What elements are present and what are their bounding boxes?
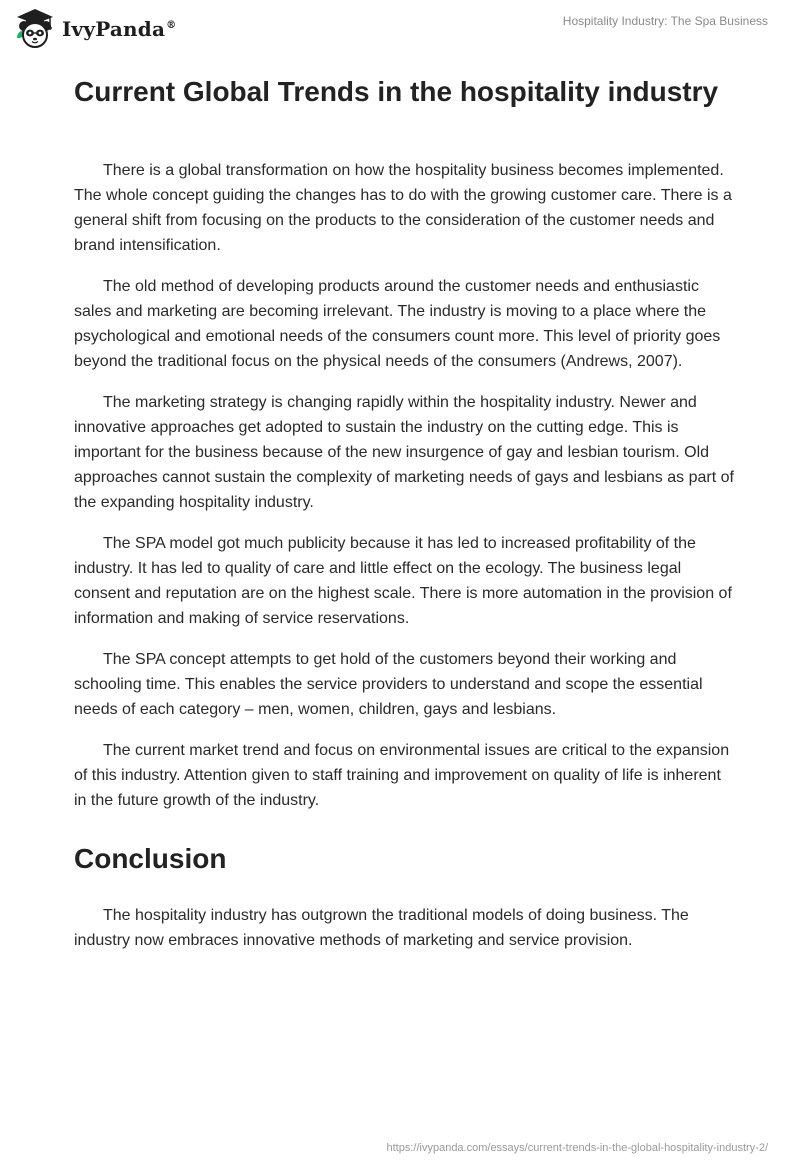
paragraph: The old method of developing products around the customer needs and enthusiastic sales and marketing are becoming irrelevant. The industry is moving to a place where the psychological and emotional needs of the consumers count more. This level of priority goes beyond the traditional focus on the physical needs of the consumers (Andrews, 2007). xyxy=(74,278,721,370)
essay-content xyxy=(74,72,734,953)
paragraph: The current market trend and focus on environmental issues are critical to the expansion of this industry. Attention given to staff training and improvement on quality of life is inherent in the future growth of the industry. xyxy=(74,742,730,809)
section-heading-global-trends: Current Global Trends in the hospitality industry xyxy=(74,76,719,107)
paragraph: The SPA concept attempts to get hold of the customers beyond their working and schooling time. This enables the service providers to understand and scope the essential needs of each category – men, women, children, gays and lesbians. xyxy=(74,651,703,718)
ivypanda-logo[interactable] xyxy=(14,8,176,50)
page-header xyxy=(0,0,800,60)
section-heading-conclusion: Conclusion xyxy=(74,843,227,874)
paragraph: The marketing strategy is changing rapidly within the hospitality industry. Newer and innovative approaches get adopted to sustain the industry on the cutting edge. This is important for the business because of the new insurgence of gay and lesbian tourism. Old approaches cannot sustain the complexity of marketing needs of gays and lesbians as part of the expanding hospitality industry. xyxy=(74,394,734,511)
brand-name: IvyPanda® xyxy=(62,17,177,41)
registered-mark: ® xyxy=(166,20,177,32)
paragraph: There is a global transformation on how the hospitality business becomes implemented. The whole concept guiding the changes has to do with the growing customer care. There is a general shift from focusing on the products to the consideration of the customer needs and brand intensification. xyxy=(74,162,732,254)
running-title: Hospitality Industry: The Spa Business xyxy=(562,14,768,28)
paragraph: The hospitality industry has outgrown the traditional models of doing business. The industry now embraces innovative methods of marketing and service provision. xyxy=(74,907,689,949)
paragraph: The SPA model got much publicity because it has led to increased profitability of the industry. It has led to quality of care and little effect on the ecology. The business legal consent and reputation are on the highest scale. There is more automation in the provision of information and making of service reservations. xyxy=(74,535,732,627)
panda-mascot-icon xyxy=(14,8,56,50)
source-url[interactable]: https://ivypanda.com/essays/current-trends-in-the-global-hospitality-industry-2/ xyxy=(386,1142,768,1154)
